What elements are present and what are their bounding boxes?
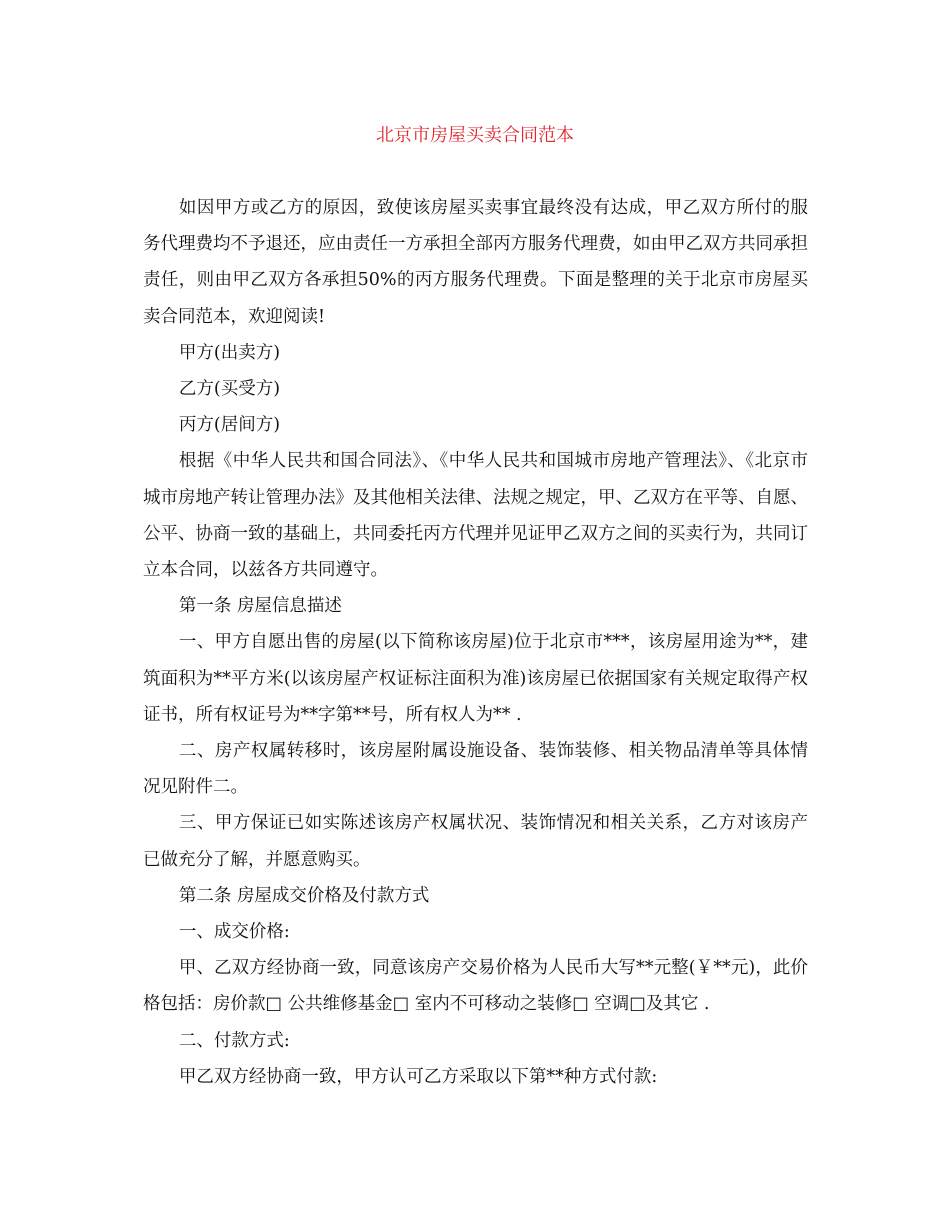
paragraph: 三、甲方保证已如实陈述该房产权属状况、装饰情况和相关关系，乙方对该房产已做充分了解，并愿意购买。 xyxy=(143,813,808,870)
paragraph: 一、甲方自愿出售的房屋(以下简称该房屋)位于北京市***，该房屋用途为**，建筑面积为**平方米(以该房屋产权证标注面积为准)该房屋已依据国家有关规定取得产权证书，所有权证号为**字第**号，所有权人为** . xyxy=(143,632,808,725)
paragraph: 如因甲方或乙方的原因，致使该房屋买卖事宜最终没有达成，甲乙双方所付的服务代理费均不予退还，应由责任一方承担全部丙方服务代理费，如由甲乙双方共同承担责任，则由甲乙双方各承担50%的丙方服务代理费。下面是整理的关于北京市房屋买卖合同范本，欢迎阅读! xyxy=(143,198,808,327)
paragraph: 甲、乙双方经协商一致，同意该房产交易价格为人民币大写**元整(￥**元)，此价格包括：房价款□ 公共维修基金□ 室内不可移动之装修□ 空调□及其它 . xyxy=(143,958,808,1015)
paragraph: 一、成交价格: xyxy=(178,922,290,943)
paragraph: 二、房产权属转移时，该房屋附属设施设备、装饰装修、相关物品清单等具体情况见附件二。 xyxy=(143,741,808,798)
paragraph: 二、付款方式: xyxy=(178,1030,290,1051)
section-heading: 第二条 房屋成交价格及付款方式 xyxy=(178,885,430,906)
paragraph: 乙方(买受方) xyxy=(178,379,281,400)
document-body xyxy=(143,190,808,1095)
paragraph: 甲方(出卖方) xyxy=(178,342,281,363)
paragraph: 甲乙双方经协商一致，甲方认可乙方采取以下第**种方式付款: xyxy=(178,1066,658,1087)
document-title: 北京市房屋买卖合同范本 xyxy=(376,125,574,146)
paragraph: 丙方(居间方) xyxy=(178,415,281,436)
section-heading: 第一条 房屋信息描述 xyxy=(178,596,342,617)
paragraph: 根据《中华人民共和国合同法》、《中华人民共和国城市房地产管理法》、《北京市城市房地产转让管理办法》及其他相关法律、法规之规定，甲、乙双方在平等、自愿、公平、协商一致的基础上，共同委托丙方代理并见证甲乙双方之间的买卖行为，共同订立本合同，以兹各方共同遵守。 xyxy=(143,451,808,581)
